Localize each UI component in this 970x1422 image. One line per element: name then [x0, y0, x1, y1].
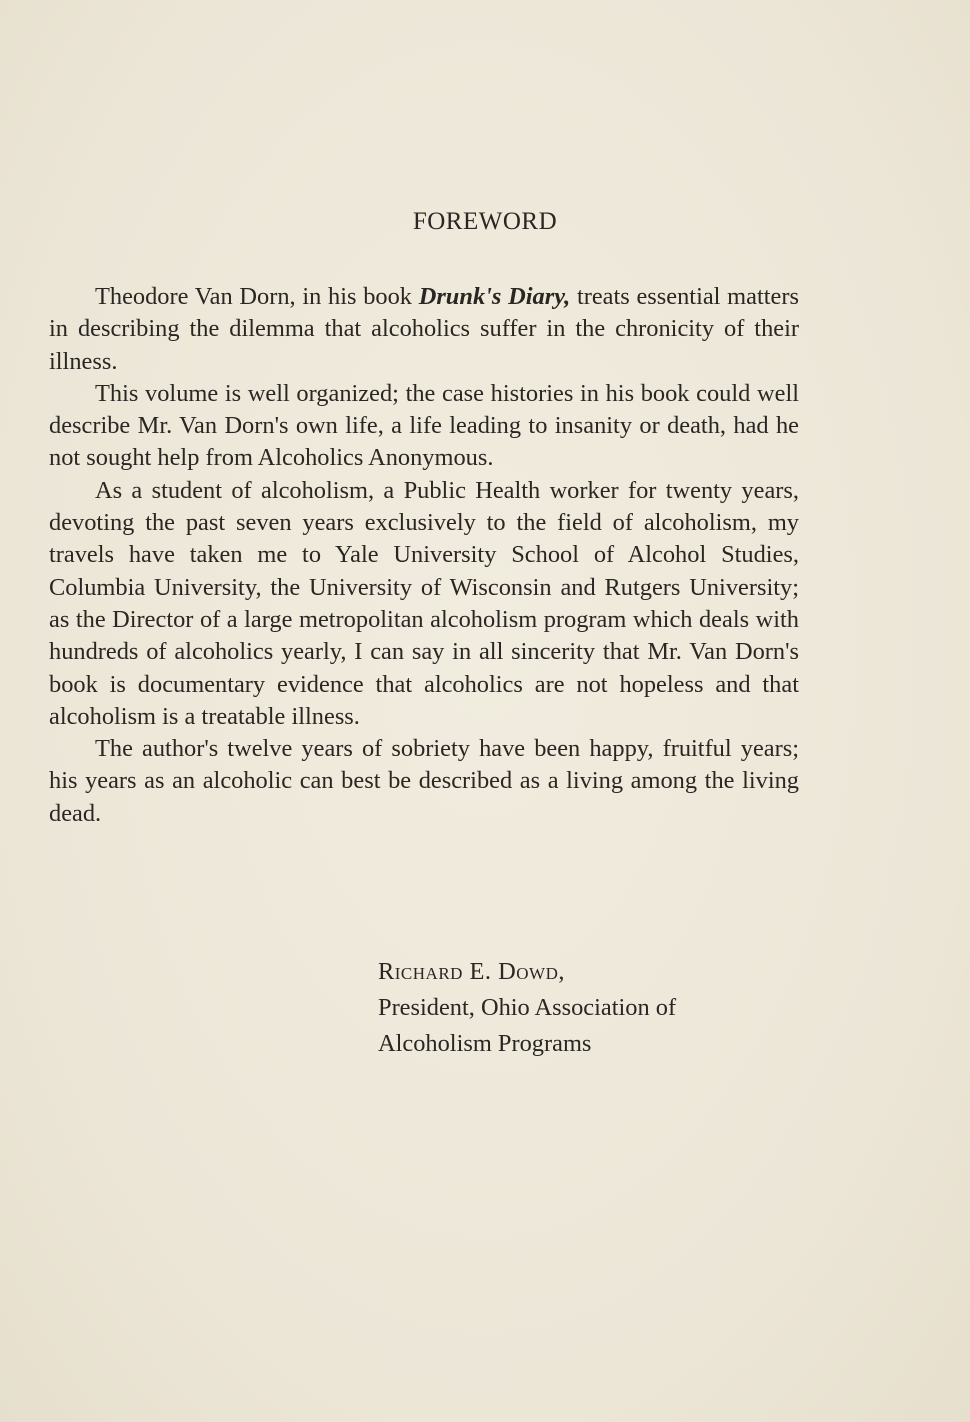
paragraph-1-rest: treats essential matters in describing the dilemma that alcoholics suffer in the chronicity of their illness.	[49, 283, 799, 375]
paragraph-1-intro: Theodore Van Dorn, in his book	[95, 283, 419, 310]
paragraph-2: This volume is well organized; the case histories in his book could well describe Mr. Van Dorn's own life, a life leading to insanity or death, had he not sought help from Alcoholics Anonymous.	[49, 379, 799, 472]
paragraph-3: As a student of alcoholism, a Public Health worker for twenty years, devoting the past seven years exclusively to the field of alcoholism, my travels have taken me to Yale University School of Alcohol Studies, Columbia University, the University of Wisconsin and Rutgers University; as the Director of a large metropolitan alcoholism program which deals with hundreds of alcoholics yearly, I can say in all sincerity that Mr. Van Dorn's book is documentary evidence that alcoholics are not hopeless and that alcoholism is a treatable illness.	[49, 476, 799, 730]
signature-title-line-2: Alcoholism Programs	[378, 1030, 592, 1057]
foreword-body	[49, 281, 799, 830]
paragraph-1	[49, 281, 799, 378]
signature-title-line-1: President, Ohio Association of	[378, 994, 677, 1021]
book-title: Drunk's Diary,	[418, 283, 571, 310]
page-title: FOREWORD	[412, 208, 558, 235]
signature-name: Richard E. Dowd,	[378, 958, 565, 985]
paragraph-4: The author's twelve years of sobriety have been happy, fruitful years; his years as an alcoholic can best be described as a living among the living dead.	[49, 735, 799, 827]
signature-block	[378, 954, 818, 1062]
